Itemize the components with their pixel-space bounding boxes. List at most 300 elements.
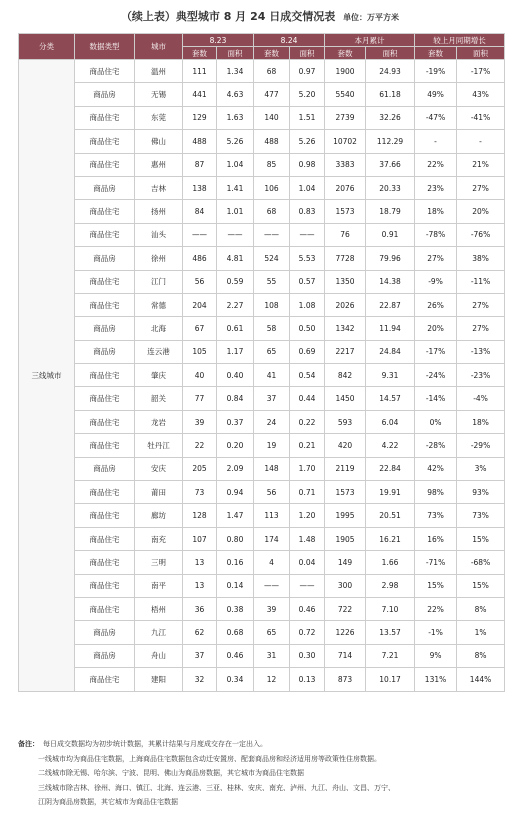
cell-units-823: 40 (183, 364, 217, 387)
table-row (19, 527, 505, 550)
cell-units-823: 62 (183, 621, 217, 644)
cell-units-cumulative: 2217 (325, 340, 366, 363)
cell-area-823: 1.04 (217, 153, 254, 176)
table-row (19, 387, 505, 410)
cell-area-823: 0.46 (217, 644, 254, 667)
cell-units-growth: -47% (415, 106, 457, 129)
table-row (19, 504, 505, 527)
cell-units-824: 39 (254, 597, 290, 620)
cell-area-cumulative: 13.57 (366, 621, 415, 644)
cell-area-cumulative: 32.26 (366, 106, 415, 129)
cell-city: 安庆 (135, 457, 183, 480)
table-row (19, 340, 505, 363)
cell-units-824: 31 (254, 644, 290, 667)
cell-city: 建阳 (135, 668, 183, 691)
header-units: 套数 (415, 47, 457, 60)
cell-units-cumulative: 3383 (325, 153, 366, 176)
cell-units-824: 113 (254, 504, 290, 527)
cell-area-cumulative: 2.98 (366, 574, 415, 597)
note-line: 二线城市除无锡、哈尔滨、宁波、昆明、佛山为商品房数据，其它城市为商品住宅数据 (38, 769, 304, 778)
table-row (19, 293, 505, 316)
cell-data-type: 商品住宅 (75, 504, 135, 527)
table-row (19, 644, 505, 667)
cell-area-cumulative: 24.84 (366, 340, 415, 363)
header-units: 套数 (254, 47, 290, 60)
cell-area-824: 1.51 (290, 106, 325, 129)
cell-area-824: 5.20 (290, 83, 325, 106)
cell-units-823: 204 (183, 293, 217, 316)
cell-area-824: 0.69 (290, 340, 325, 363)
cell-units-growth: 27% (415, 247, 457, 270)
cell-area-823: 1.63 (217, 106, 254, 129)
notes-label: 备注： (18, 740, 39, 748)
cell-data-type: 商品房 (75, 83, 135, 106)
cell-area-growth: 27% (457, 176, 505, 199)
cell-units-growth: 131% (415, 668, 457, 691)
cell-area-growth: -41% (457, 106, 505, 129)
cell-data-type: 商品房 (75, 621, 135, 644)
notes-section (18, 737, 508, 810)
header-units: 套数 (183, 47, 217, 60)
table-row (19, 200, 505, 223)
cell-units-823: 22 (183, 434, 217, 457)
cell-units-823: 13 (183, 551, 217, 574)
table-row (19, 106, 505, 129)
cell-units-growth: 98% (415, 481, 457, 504)
cell-units-823: 111 (183, 60, 217, 83)
table-title (0, 8, 520, 24)
cell-area-823: 0.59 (217, 270, 254, 293)
cell-units-growth: -9% (415, 270, 457, 293)
cell-area-823: 1.01 (217, 200, 254, 223)
cell-units-cumulative: 2026 (325, 293, 366, 316)
cell-units-824: 68 (254, 200, 290, 223)
cell-area-824: 0.50 (290, 317, 325, 340)
cell-units-growth: 42% (415, 457, 457, 480)
cell-data-type: 商品住宅 (75, 270, 135, 293)
table-row (19, 457, 505, 480)
cell-units-growth: 20% (415, 317, 457, 340)
header-units: 套数 (325, 47, 366, 60)
cell-area-cumulative: 14.38 (366, 270, 415, 293)
cell-area-growth: - (457, 130, 505, 153)
cell-area-823: 1.47 (217, 504, 254, 527)
cell-units-824: 56 (254, 481, 290, 504)
cell-area-growth: 15% (457, 574, 505, 597)
cell-city: 吉林 (135, 176, 183, 199)
cell-data-type: 商品住宅 (75, 106, 135, 129)
cell-units-823: 84 (183, 200, 217, 223)
cell-units-growth: -14% (415, 387, 457, 410)
cell-units-824: 24 (254, 410, 290, 433)
cell-area-823: 0.16 (217, 551, 254, 574)
cell-city: 龙岩 (135, 410, 183, 433)
cell-area-824: —— (290, 223, 325, 246)
cell-units-823: 138 (183, 176, 217, 199)
cell-units-cumulative: 2076 (325, 176, 366, 199)
cell-data-type: 商品住宅 (75, 410, 135, 433)
cell-area-823: 0.61 (217, 317, 254, 340)
cell-area-823: 4.63 (217, 83, 254, 106)
cell-area-824: 0.22 (290, 410, 325, 433)
cell-units-824: 4 (254, 551, 290, 574)
table-row (19, 223, 505, 246)
cell-city: 佛山 (135, 130, 183, 153)
cell-area-cumulative: 0.91 (366, 223, 415, 246)
table-row (19, 410, 505, 433)
header-area: 面积 (457, 47, 505, 60)
cell-city: 温州 (135, 60, 183, 83)
cell-city: 九江 (135, 621, 183, 644)
cell-units-824: 37 (254, 387, 290, 410)
cell-area-824: 1.20 (290, 504, 325, 527)
cell-area-cumulative: 22.84 (366, 457, 415, 480)
cell-area-823: 0.94 (217, 481, 254, 504)
cell-data-type: 商品住宅 (75, 597, 135, 620)
cell-city: 肇庆 (135, 364, 183, 387)
cell-area-823: 1.17 (217, 340, 254, 363)
table-row (19, 434, 505, 457)
table-row (19, 621, 505, 644)
cell-units-growth: 9% (415, 644, 457, 667)
cell-area-cumulative: 16.21 (366, 527, 415, 550)
cell-area-823: 0.34 (217, 668, 254, 691)
cell-area-823: 0.68 (217, 621, 254, 644)
cell-area-823: 0.14 (217, 574, 254, 597)
cell-data-type: 商品住宅 (75, 551, 135, 574)
note-line: 江阴为商品房数据，其它城市为商品住宅数据 (38, 798, 178, 807)
cell-units-growth: 22% (415, 153, 457, 176)
cell-units-823: 441 (183, 83, 217, 106)
cell-units-cumulative: 7728 (325, 247, 366, 270)
cell-area-824: 0.21 (290, 434, 325, 457)
cell-city: 常德 (135, 293, 183, 316)
cell-area-824: 0.97 (290, 60, 325, 83)
cell-data-type: 商品房 (75, 457, 135, 480)
cell-data-type: 商品住宅 (75, 668, 135, 691)
cell-city: 江门 (135, 270, 183, 293)
cell-units-823: 205 (183, 457, 217, 480)
cell-units-growth: 0% (415, 410, 457, 433)
cell-units-growth: 23% (415, 176, 457, 199)
cell-units-823: 56 (183, 270, 217, 293)
cell-area-824: 0.57 (290, 270, 325, 293)
cell-units-823: 37 (183, 644, 217, 667)
cell-units-824: 12 (254, 668, 290, 691)
cell-area-growth: 93% (457, 481, 505, 504)
cell-area-growth: 27% (457, 293, 505, 316)
cell-city: 梧州 (135, 597, 183, 620)
cell-units-cumulative: 149 (325, 551, 366, 574)
cell-area-823: 1.34 (217, 60, 254, 83)
cell-units-cumulative: 1573 (325, 481, 366, 504)
cell-area-cumulative: 9.31 (366, 364, 415, 387)
cell-units-823: 128 (183, 504, 217, 527)
cell-area-cumulative: 18.79 (366, 200, 415, 223)
table-row (19, 574, 505, 597)
cell-data-type: 商品房 (75, 247, 135, 270)
cell-units-824: 477 (254, 83, 290, 106)
cell-area-824: 5.53 (290, 247, 325, 270)
cell-city: 汕头 (135, 223, 183, 246)
cell-data-type: 商品住宅 (75, 364, 135, 387)
cell-area-cumulative: 61.18 (366, 83, 415, 106)
cell-area-823: 0.20 (217, 434, 254, 457)
cell-units-824: —— (254, 574, 290, 597)
cell-data-type: 商品住宅 (75, 130, 135, 153)
cell-area-cumulative: 20.33 (366, 176, 415, 199)
cell-units-cumulative: 1995 (325, 504, 366, 527)
cell-units-824: 41 (254, 364, 290, 387)
cell-units-824: —— (254, 223, 290, 246)
note-line (18, 737, 508, 752)
cell-data-type: 商品房 (75, 317, 135, 340)
cell-units-cumulative: 593 (325, 410, 366, 433)
cell-area-823: 0.38 (217, 597, 254, 620)
cell-area-growth: 144% (457, 668, 505, 691)
cell-data-type: 商品住宅 (75, 574, 135, 597)
cell-area-cumulative: 1.66 (366, 551, 415, 574)
cell-area-growth: 3% (457, 457, 505, 480)
cell-area-824: 0.30 (290, 644, 325, 667)
cell-city: 扬州 (135, 200, 183, 223)
cell-units-growth: - (415, 130, 457, 153)
cell-city: 韶关 (135, 387, 183, 410)
unit-label: 单位：万平方米 (343, 13, 400, 22)
cell-area-823: —— (217, 223, 254, 246)
cell-units-823: 107 (183, 527, 217, 550)
cell-units-824: 140 (254, 106, 290, 129)
cell-area-824: —— (290, 574, 325, 597)
header-month-cumulative: 本月累计 (325, 34, 415, 47)
cell-area-growth: -68% (457, 551, 505, 574)
cell-area-824: 0.71 (290, 481, 325, 504)
cell-city: 惠州 (135, 153, 183, 176)
cell-area-cumulative: 37.66 (366, 153, 415, 176)
cell-units-growth: -24% (415, 364, 457, 387)
cell-area-823: 0.84 (217, 387, 254, 410)
cell-units-823: 486 (183, 247, 217, 270)
cell-area-growth: -13% (457, 340, 505, 363)
cell-city: 北海 (135, 317, 183, 340)
cell-units-growth: 26% (415, 293, 457, 316)
cell-units-824: 106 (254, 176, 290, 199)
cell-units-cumulative: 2739 (325, 106, 366, 129)
table-row (19, 270, 505, 293)
cell-data-type: 商品房 (75, 176, 135, 199)
cell-area-823: 2.27 (217, 293, 254, 316)
cell-data-type: 商品住宅 (75, 527, 135, 550)
cell-area-cumulative: 19.91 (366, 481, 415, 504)
cell-data-type: 商品住宅 (75, 293, 135, 316)
cell-units-823: —— (183, 223, 217, 246)
table-row (19, 176, 505, 199)
cell-units-cumulative: 1350 (325, 270, 366, 293)
cell-area-cumulative: 24.93 (366, 60, 415, 83)
cell-area-cumulative: 4.22 (366, 434, 415, 457)
cell-area-cumulative: 20.51 (366, 504, 415, 527)
cell-area-growth: 8% (457, 644, 505, 667)
cell-units-cumulative: 1226 (325, 621, 366, 644)
transactions-table (18, 33, 505, 692)
cell-city: 舟山 (135, 644, 183, 667)
cell-units-823: 32 (183, 668, 217, 691)
cell-units-growth: -17% (415, 340, 457, 363)
table-row (19, 551, 505, 574)
table-row (19, 481, 505, 504)
note-line: 一线城市均为商品住宅数据，上海商品住宅数据包含动迁安置房、配套商品房和经济适用房等政策性住房数据。 (38, 754, 381, 763)
table-header (19, 34, 505, 60)
cell-units-cumulative: 2119 (325, 457, 366, 480)
cell-units-growth: 73% (415, 504, 457, 527)
cell-city: 廊坊 (135, 504, 183, 527)
cell-area-cumulative: 10.17 (366, 668, 415, 691)
title-text: （续上表）典型城市 8 月 24 日成交情况表 (120, 10, 336, 23)
cell-area-growth: 27% (457, 317, 505, 340)
cell-units-cumulative: 842 (325, 364, 366, 387)
cell-area-823: 2.09 (217, 457, 254, 480)
cell-area-cumulative: 112.29 (366, 130, 415, 153)
table-row (19, 60, 505, 83)
cell-category: 三线城市 (19, 60, 75, 692)
cell-units-cumulative: 1573 (325, 200, 366, 223)
cell-data-type: 商品房 (75, 644, 135, 667)
cell-city: 徐州 (135, 247, 183, 270)
cell-area-growth: 8% (457, 597, 505, 620)
cell-units-cumulative: 1905 (325, 527, 366, 550)
cell-area-cumulative: 7.21 (366, 644, 415, 667)
cell-units-growth: 49% (415, 83, 457, 106)
cell-units-growth: 15% (415, 574, 457, 597)
header-mom-growth: 较上月同期增长 (415, 34, 505, 47)
cell-units-cumulative: 76 (325, 223, 366, 246)
cell-area-growth: -17% (457, 60, 505, 83)
cell-area-cumulative: 79.96 (366, 247, 415, 270)
table-row (19, 364, 505, 387)
cell-units-823: 13 (183, 574, 217, 597)
cell-area-growth: 21% (457, 153, 505, 176)
cell-city: 连云港 (135, 340, 183, 363)
cell-area-823: 0.80 (217, 527, 254, 550)
header-area: 面积 (290, 47, 325, 60)
cell-area-824: 1.48 (290, 527, 325, 550)
cell-units-cumulative: 300 (325, 574, 366, 597)
cell-units-growth: -28% (415, 434, 457, 457)
cell-units-823: 77 (183, 387, 217, 410)
cell-area-823: 0.40 (217, 364, 254, 387)
cell-units-824: 19 (254, 434, 290, 457)
cell-units-824: 55 (254, 270, 290, 293)
header-date-824: 8.24 (254, 34, 325, 47)
cell-units-growth: -19% (415, 60, 457, 83)
cell-units-824: 65 (254, 621, 290, 644)
cell-units-cumulative: 5540 (325, 83, 366, 106)
cell-units-growth: 16% (415, 527, 457, 550)
cell-units-823: 67 (183, 317, 217, 340)
cell-units-cumulative: 714 (325, 644, 366, 667)
cell-city: 东莞 (135, 106, 183, 129)
table-row (19, 597, 505, 620)
cell-area-growth: 20% (457, 200, 505, 223)
cell-units-823: 87 (183, 153, 217, 176)
cell-area-growth: -11% (457, 270, 505, 293)
cell-units-cumulative: 722 (325, 597, 366, 620)
cell-area-growth: 43% (457, 83, 505, 106)
cell-city: 无锡 (135, 83, 183, 106)
cell-units-824: 148 (254, 457, 290, 480)
cell-area-823: 4.81 (217, 247, 254, 270)
cell-units-824: 524 (254, 247, 290, 270)
note-text: 每日成交数据均为初步统计数据，其累计结果与月度成交存在一定出入。 (43, 740, 267, 748)
table-row (19, 130, 505, 153)
note-line: 三线城市除吉林、徐州、海口、镇江、北海、连云港、三亚、桂林、安庆、南充、泸州、九江、舟山、文昌、万宁、 (38, 783, 395, 792)
cell-area-824: 0.44 (290, 387, 325, 410)
cell-area-growth: 15% (457, 527, 505, 550)
cell-units-cumulative: 10702 (325, 130, 366, 153)
cell-city: 南充 (135, 527, 183, 550)
cell-units-823: 105 (183, 340, 217, 363)
cell-data-type: 商品住宅 (75, 481, 135, 504)
table-row (19, 83, 505, 106)
cell-area-824: 0.46 (290, 597, 325, 620)
cell-area-growth: 38% (457, 247, 505, 270)
cell-area-growth: 73% (457, 504, 505, 527)
cell-area-growth: -29% (457, 434, 505, 457)
cell-area-cumulative: 6.04 (366, 410, 415, 433)
cell-units-823: 36 (183, 597, 217, 620)
cell-area-824: 1.04 (290, 176, 325, 199)
cell-units-823: 129 (183, 106, 217, 129)
cell-units-824: 108 (254, 293, 290, 316)
cell-area-824: 0.04 (290, 551, 325, 574)
cell-area-824: 1.08 (290, 293, 325, 316)
cell-area-cumulative: 11.94 (366, 317, 415, 340)
header-data-type: 数据类型 (75, 34, 135, 60)
cell-data-type: 商品住宅 (75, 60, 135, 83)
cell-units-824: 65 (254, 340, 290, 363)
header-area: 面积 (366, 47, 415, 60)
cell-area-cumulative: 7.10 (366, 597, 415, 620)
header-area: 面积 (217, 47, 254, 60)
cell-data-type: 商品住宅 (75, 434, 135, 457)
cell-units-824: 58 (254, 317, 290, 340)
cell-units-growth: -71% (415, 551, 457, 574)
cell-units-growth: 18% (415, 200, 457, 223)
cell-units-824: 174 (254, 527, 290, 550)
header-city: 城市 (135, 34, 183, 60)
cell-units-cumulative: 1342 (325, 317, 366, 340)
cell-units-824: 488 (254, 130, 290, 153)
cell-data-type: 商品房 (75, 340, 135, 363)
header-category: 分类 (19, 34, 75, 60)
cell-area-824: 0.72 (290, 621, 325, 644)
table-row (19, 668, 505, 691)
cell-units-growth: -78% (415, 223, 457, 246)
cell-area-824: 0.98 (290, 153, 325, 176)
table-row (19, 153, 505, 176)
cell-city: 莆田 (135, 481, 183, 504)
cell-units-cumulative: 873 (325, 668, 366, 691)
cell-area-growth: -76% (457, 223, 505, 246)
cell-area-growth: 18% (457, 410, 505, 433)
cell-area-cumulative: 14.57 (366, 387, 415, 410)
cell-units-cumulative: 420 (325, 434, 366, 457)
table-row (19, 317, 505, 340)
cell-units-cumulative: 1450 (325, 387, 366, 410)
cell-data-type: 商品住宅 (75, 153, 135, 176)
cell-area-824: 1.70 (290, 457, 325, 480)
cell-units-growth: 22% (415, 597, 457, 620)
